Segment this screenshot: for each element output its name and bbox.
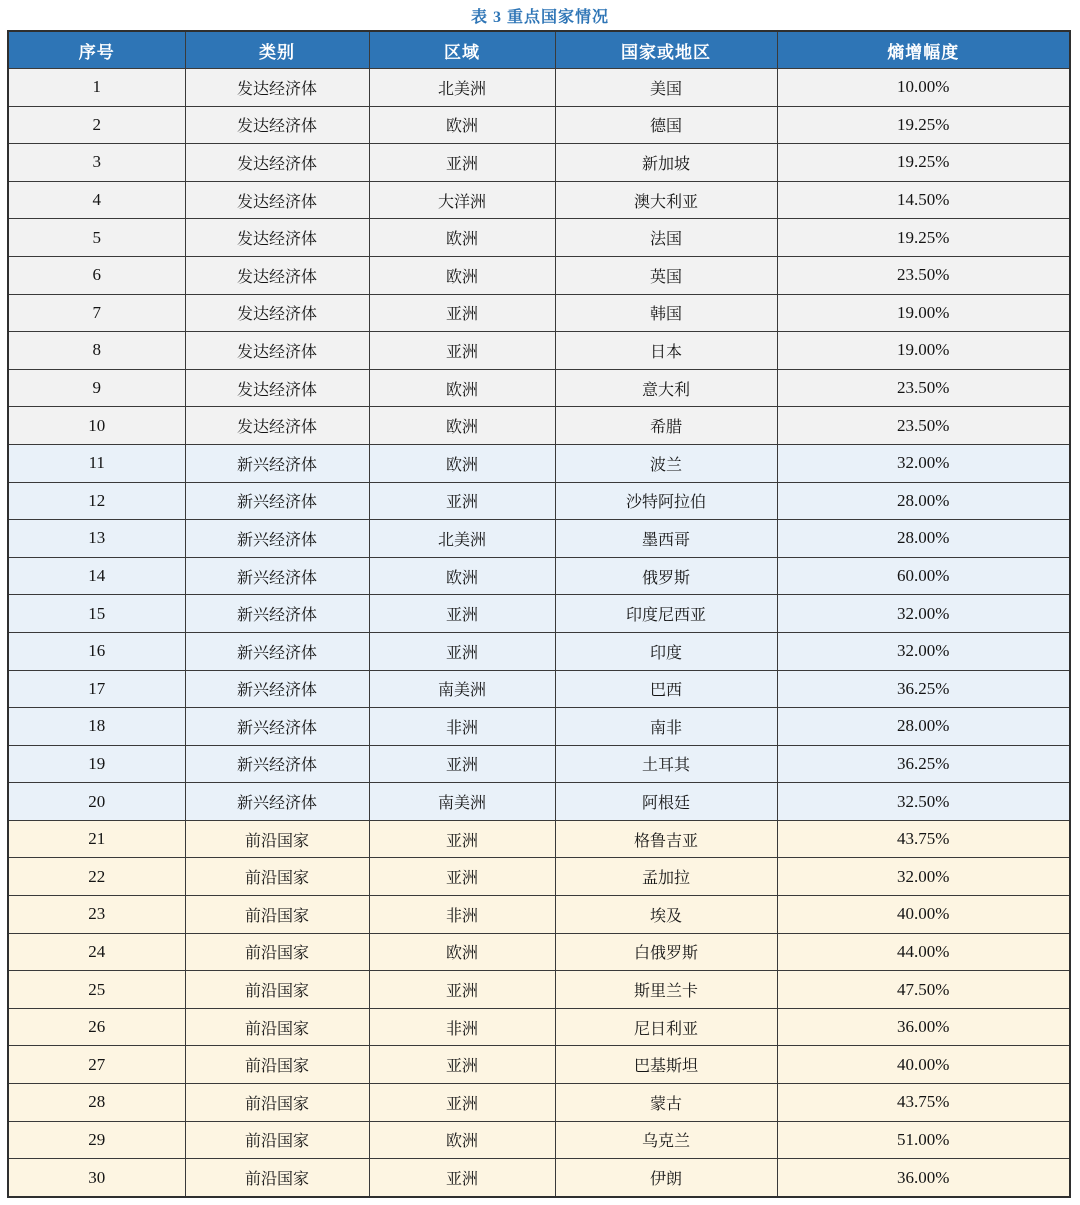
cell-region: 亚洲	[369, 1046, 555, 1084]
cell-no: 9	[8, 369, 185, 407]
cell-country: 沙特阿拉伯	[555, 482, 777, 520]
cell-value: 32.00%	[777, 595, 1070, 633]
cell-value: 32.00%	[777, 444, 1070, 482]
table-row	[8, 632, 1070, 670]
cell-category: 前沿国家	[185, 933, 369, 971]
table-row	[8, 557, 1070, 595]
cell-country: 印度	[555, 632, 777, 670]
cell-country: 孟加拉	[555, 858, 777, 896]
cell-value: 43.75%	[777, 820, 1070, 858]
cell-country: 印度尼西亚	[555, 595, 777, 633]
cell-value: 23.50%	[777, 256, 1070, 294]
cell-value: 43.75%	[777, 1084, 1070, 1122]
cell-country: 阿根廷	[555, 783, 777, 821]
table-row	[8, 219, 1070, 257]
cell-value: 32.00%	[777, 632, 1070, 670]
cell-no: 4	[8, 181, 185, 219]
cell-region: 亚洲	[369, 595, 555, 633]
cell-category: 前沿国家	[185, 1159, 369, 1197]
cell-no: 23	[8, 896, 185, 934]
table-row	[8, 1084, 1070, 1122]
cell-no: 29	[8, 1121, 185, 1159]
cell-value: 44.00%	[777, 933, 1070, 971]
cell-value: 51.00%	[777, 1121, 1070, 1159]
table-body	[8, 69, 1070, 1197]
cell-value: 19.25%	[777, 144, 1070, 182]
table-row	[8, 708, 1070, 746]
cell-value: 32.00%	[777, 858, 1070, 896]
table-row	[8, 407, 1070, 445]
cell-category: 新兴经济体	[185, 444, 369, 482]
cell-region: 南美洲	[369, 783, 555, 821]
cell-no: 7	[8, 294, 185, 332]
cell-country: 波兰	[555, 444, 777, 482]
cell-country: 蒙古	[555, 1084, 777, 1122]
cell-country: 新加坡	[555, 144, 777, 182]
table-row	[8, 1008, 1070, 1046]
table-row	[8, 1121, 1070, 1159]
cell-region: 亚洲	[369, 971, 555, 1009]
cell-country: 伊朗	[555, 1159, 777, 1197]
cell-region: 非洲	[369, 896, 555, 934]
cell-value: 28.00%	[777, 482, 1070, 520]
cell-no: 21	[8, 820, 185, 858]
cell-region: 欧洲	[369, 369, 555, 407]
cell-category: 前沿国家	[185, 1084, 369, 1122]
column-header-region: 区域	[369, 31, 555, 69]
cell-region: 欧洲	[369, 256, 555, 294]
cell-country: 巴西	[555, 670, 777, 708]
cell-country: 墨西哥	[555, 520, 777, 558]
cell-region: 亚洲	[369, 332, 555, 370]
cell-no: 27	[8, 1046, 185, 1084]
cell-category: 新兴经济体	[185, 595, 369, 633]
cell-value: 40.00%	[777, 1046, 1070, 1084]
cell-category: 发达经济体	[185, 106, 369, 144]
cell-category: 发达经济体	[185, 181, 369, 219]
cell-country: 南非	[555, 708, 777, 746]
cell-category: 前沿国家	[185, 1121, 369, 1159]
cell-value: 28.00%	[777, 708, 1070, 746]
cell-no: 18	[8, 708, 185, 746]
cell-country: 韩国	[555, 294, 777, 332]
cell-value: 10.00%	[777, 69, 1070, 107]
cell-no: 28	[8, 1084, 185, 1122]
cell-country: 巴基斯坦	[555, 1046, 777, 1084]
cell-country: 日本	[555, 332, 777, 370]
cell-category: 新兴经济体	[185, 520, 369, 558]
cell-category: 前沿国家	[185, 971, 369, 1009]
cell-value: 32.50%	[777, 783, 1070, 821]
cell-no: 10	[8, 407, 185, 445]
cell-category: 前沿国家	[185, 1046, 369, 1084]
cell-region: 欧洲	[369, 1121, 555, 1159]
cell-country: 德国	[555, 106, 777, 144]
cell-region: 非洲	[369, 708, 555, 746]
cell-region: 亚洲	[369, 632, 555, 670]
cell-category: 发达经济体	[185, 407, 369, 445]
cell-value: 19.00%	[777, 294, 1070, 332]
cell-no: 6	[8, 256, 185, 294]
table-row	[8, 595, 1070, 633]
cell-value: 60.00%	[777, 557, 1070, 595]
cell-no: 26	[8, 1008, 185, 1046]
cell-region: 欧洲	[369, 557, 555, 595]
table-row	[8, 369, 1070, 407]
cell-country: 澳大利亚	[555, 181, 777, 219]
cell-value: 19.25%	[777, 106, 1070, 144]
cell-value: 23.50%	[777, 369, 1070, 407]
column-header-country: 国家或地区	[555, 31, 777, 69]
cell-region: 亚洲	[369, 1159, 555, 1197]
cell-country: 意大利	[555, 369, 777, 407]
cell-category: 发达经济体	[185, 332, 369, 370]
cell-country: 法国	[555, 219, 777, 257]
table-header-row	[8, 31, 1070, 69]
cell-value: 28.00%	[777, 520, 1070, 558]
cell-category: 新兴经济体	[185, 708, 369, 746]
cell-region: 大洋洲	[369, 181, 555, 219]
cell-region: 亚洲	[369, 745, 555, 783]
table-row	[8, 858, 1070, 896]
cell-no: 16	[8, 632, 185, 670]
table-row	[8, 69, 1070, 107]
cell-category: 发达经济体	[185, 219, 369, 257]
cell-category: 新兴经济体	[185, 670, 369, 708]
cell-no: 14	[8, 557, 185, 595]
column-header-value: 熵增幅度	[777, 31, 1070, 69]
cell-no: 11	[8, 444, 185, 482]
cell-country: 英国	[555, 256, 777, 294]
table-row	[8, 144, 1070, 182]
cell-region: 欧洲	[369, 407, 555, 445]
cell-country: 埃及	[555, 896, 777, 934]
table-row	[8, 294, 1070, 332]
table-row	[8, 745, 1070, 783]
cell-region: 亚洲	[369, 858, 555, 896]
cell-region: 北美洲	[369, 69, 555, 107]
cell-no: 19	[8, 745, 185, 783]
table-row	[8, 933, 1070, 971]
cell-no: 17	[8, 670, 185, 708]
cell-region: 亚洲	[369, 820, 555, 858]
cell-no: 20	[8, 783, 185, 821]
cell-country: 斯里兰卡	[555, 971, 777, 1009]
table-row	[8, 106, 1070, 144]
cell-region: 欧洲	[369, 219, 555, 257]
cell-category: 前沿国家	[185, 858, 369, 896]
cell-region: 欧洲	[369, 106, 555, 144]
cell-category: 发达经济体	[185, 294, 369, 332]
cell-no: 5	[8, 219, 185, 257]
table-title: 表 3 重点国家情况	[470, 9, 609, 26]
table-row	[8, 1159, 1070, 1197]
cell-category: 发达经济体	[185, 369, 369, 407]
column-header-category: 类别	[185, 31, 369, 69]
cell-country: 希腊	[555, 407, 777, 445]
cell-no: 25	[8, 971, 185, 1009]
cell-region: 南美洲	[369, 670, 555, 708]
table-row	[8, 670, 1070, 708]
table-row	[8, 482, 1070, 520]
cell-value: 23.50%	[777, 407, 1070, 445]
cell-no: 15	[8, 595, 185, 633]
table-row	[8, 971, 1070, 1009]
cell-region: 欧洲	[369, 444, 555, 482]
cell-no: 12	[8, 482, 185, 520]
cell-no: 1	[8, 69, 185, 107]
cell-category: 新兴经济体	[185, 783, 369, 821]
cell-value: 40.00%	[777, 896, 1070, 934]
cell-value: 14.50%	[777, 181, 1070, 219]
cell-region: 亚洲	[369, 294, 555, 332]
cell-category: 前沿国家	[185, 820, 369, 858]
table-row	[8, 896, 1070, 934]
cell-category: 新兴经济体	[185, 745, 369, 783]
cell-country: 土耳其	[555, 745, 777, 783]
cell-category: 发达经济体	[185, 69, 369, 107]
cell-region: 亚洲	[369, 144, 555, 182]
cell-country: 白俄罗斯	[555, 933, 777, 971]
table-row	[8, 520, 1070, 558]
cell-no: 3	[8, 144, 185, 182]
cell-country: 格鲁吉亚	[555, 820, 777, 858]
table-row	[8, 332, 1070, 370]
cell-region: 北美洲	[369, 520, 555, 558]
cell-category: 前沿国家	[185, 896, 369, 934]
cell-value: 36.00%	[777, 1159, 1070, 1197]
cell-no: 8	[8, 332, 185, 370]
cell-category: 新兴经济体	[185, 632, 369, 670]
cell-region: 亚洲	[369, 482, 555, 520]
cell-category: 发达经济体	[185, 144, 369, 182]
cell-no: 13	[8, 520, 185, 558]
table-row	[8, 820, 1070, 858]
cell-category: 新兴经济体	[185, 482, 369, 520]
table-row	[8, 444, 1070, 482]
cell-value: 36.00%	[777, 1008, 1070, 1046]
cell-value: 36.25%	[777, 670, 1070, 708]
table-row	[8, 1046, 1070, 1084]
cell-value: 47.50%	[777, 971, 1070, 1009]
column-header-no: 序号	[8, 31, 185, 69]
table-row	[8, 783, 1070, 821]
cell-country: 俄罗斯	[555, 557, 777, 595]
key-countries-table	[7, 30, 1071, 1198]
cell-region: 亚洲	[369, 1084, 555, 1122]
cell-category: 新兴经济体	[185, 557, 369, 595]
cell-country: 美国	[555, 69, 777, 107]
cell-country: 尼日利亚	[555, 1008, 777, 1046]
cell-no: 22	[8, 858, 185, 896]
cell-region: 欧洲	[369, 933, 555, 971]
cell-category: 前沿国家	[185, 1008, 369, 1046]
cell-category: 发达经济体	[185, 256, 369, 294]
table-row	[8, 256, 1070, 294]
cell-value: 19.00%	[777, 332, 1070, 370]
cell-no: 24	[8, 933, 185, 971]
cell-no: 30	[8, 1159, 185, 1197]
cell-country: 乌克兰	[555, 1121, 777, 1159]
table-row	[8, 181, 1070, 219]
cell-region: 非洲	[369, 1008, 555, 1046]
cell-value: 36.25%	[777, 745, 1070, 783]
cell-no: 2	[8, 106, 185, 144]
cell-value: 19.25%	[777, 219, 1070, 257]
